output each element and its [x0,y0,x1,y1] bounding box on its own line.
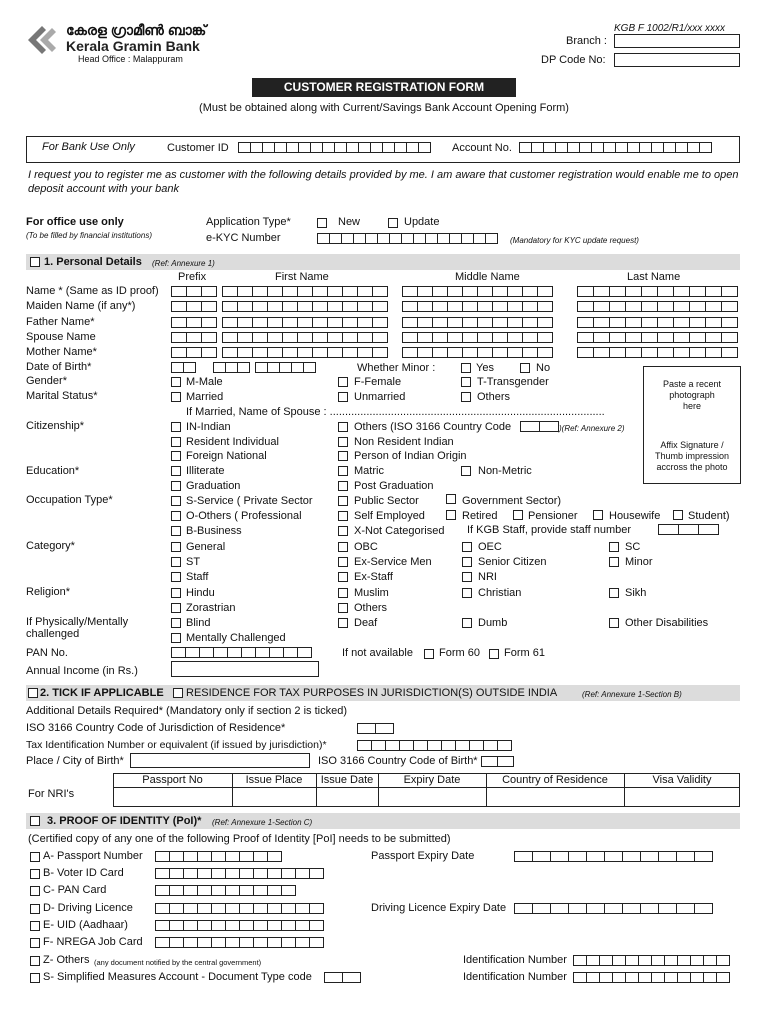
spouse-line: If Married, Name of Spouse : .......................................................................................... [186,406,605,418]
middle-name-field[interactable] [402,317,552,328]
name-row-label: Father Name* [26,316,95,328]
poi-label: B- Voter ID Card [43,867,124,879]
account-no-field[interactable] [519,142,711,153]
cat-oec-checkbox[interactable] [462,542,472,552]
rel-hindu-checkbox[interactable] [171,588,181,598]
cat-exservice-checkbox[interactable] [338,557,348,567]
name-row-label: Name * (Same as ID proof) [26,285,159,297]
phys-deaf-checkbox[interactable] [338,618,348,628]
minor-yes-checkbox[interactable] [461,363,471,373]
z-id-field[interactable] [573,955,729,966]
edu-illiterate: Illiterate [186,465,225,477]
declaration: I request you to register me as customer with the following details provided by me. I am aware that customer registration would enable me to open deposit account with your bank [28,169,739,195]
cit-others-checkbox[interactable] [338,422,348,432]
gender-trans-checkbox[interactable] [461,377,471,387]
z-note: (any document notified by the central government) [94,958,262,967]
poi-number-field[interactable] [155,903,323,914]
occ-s: S-Service ( Private Sector [186,495,313,507]
income-label: Annual Income (in Rs.) [26,665,138,677]
s-id-field[interactable] [573,972,729,983]
phys-mental: Mentally Challenged [186,632,286,644]
occ-s-checkbox[interactable] [171,496,181,506]
cat-sc: SC [625,541,641,553]
occ-govt: Government Sector) [462,495,562,507]
ekyc-field[interactable] [317,233,497,244]
form61: Form 61 [504,647,545,659]
occ-house-checkbox[interactable] [593,510,603,520]
poi-number-field[interactable] [155,920,323,931]
cat-minor: Minor [625,556,653,568]
photo-sign: Affix Signature / Thumb impression accross the photo [654,440,730,472]
dob-year[interactable] [255,362,315,373]
staff-number-field[interactable] [658,524,718,535]
unmarried: Unmarried [354,391,406,403]
bank-name: Kerala Gramin Bank [66,38,200,54]
marital-others: Others [477,391,511,403]
poi-checkbox[interactable] [30,886,40,896]
ekyc-label: e-KYC Number [206,232,281,244]
col-prefix: Prefix [178,271,207,283]
occ-public: Public Sector [354,495,419,507]
cat-st-checkbox[interactable] [171,557,181,567]
occ-self: Self Employed [354,510,425,522]
last-name-field[interactable] [577,286,737,297]
dob-month[interactable] [213,362,249,373]
s-simplified: S- Simplified Measures Account - Document Type code [43,971,312,983]
cit-nri-checkbox[interactable] [338,437,348,447]
section3-ref: (Ref: Annexure 1-Section C) [212,818,313,827]
section2-title: 2. TICK IF APPLICABLE [40,687,164,699]
poi-label: C- PAN Card [43,884,107,896]
poi-number-field[interactable] [155,851,281,862]
form-subtitle: (Must be obtained along with Current/Savings Bank Account Opening Form) [199,102,569,114]
cit-resident: Resident Individual [186,436,279,448]
gender-female: F-Female [354,376,402,388]
customer-id-field[interactable] [238,142,430,153]
pan-field[interactable] [171,647,311,658]
cit-in: IN-Indian [186,421,231,433]
update-label: Update [404,216,440,228]
rel-muslim-checkbox[interactable] [338,588,348,598]
cit-foreign-checkbox[interactable] [171,451,181,461]
poi-number-field[interactable] [155,868,323,879]
rel-sikh-checkbox[interactable] [609,588,619,598]
first-name-field[interactable] [222,332,387,343]
s-simplified-checkbox[interactable] [30,973,40,983]
cit-country-code[interactable] [520,421,558,432]
rel-others: Others [354,602,388,614]
last-name-field[interactable] [577,347,737,358]
rel-muslim: Muslim [354,587,389,599]
section1-title: 1. Personal Details [44,256,142,268]
edu-nonmetric-checkbox[interactable] [461,466,471,476]
section3-checkbox[interactable] [30,816,40,826]
name-row-label: Maiden Name (if any*) [26,300,136,312]
cit-pio: Person of Indian Origin [354,450,467,462]
section3-note: (Certified copy of any one of the following Proof of Identity [PoI] needs to be submitted) [28,833,451,845]
section2-residence-checkbox[interactable] [173,688,183,698]
occ-x-checkbox[interactable] [338,526,348,536]
form60: Form 60 [439,647,480,659]
citizenship-label: Citizenship* [26,420,85,432]
first-name-field[interactable] [222,301,387,312]
poi-checkbox[interactable] [30,904,40,914]
iso-birth-field[interactable] [481,756,513,767]
poi-label: D- Driving Licence [43,902,133,914]
cat-st: ST [186,556,201,568]
rel-others-checkbox[interactable] [338,603,348,613]
edu-illiterate-checkbox[interactable] [171,466,181,476]
occ-x: X-Not Categorised [354,525,445,537]
occ-retired: Retired [462,510,498,522]
occ-govt-checkbox[interactable] [446,494,456,504]
cat-obc-checkbox[interactable] [338,542,348,552]
cat-senior-checkbox[interactable] [462,557,472,567]
name-row-label: Mother Name* [26,346,97,358]
dl-expiry-label: Driving Licence Expiry Date [371,902,507,914]
account-no-label: Account No. [452,142,512,154]
poi-number-field[interactable] [155,885,295,896]
rel-hindu: Hindu [186,587,215,599]
cat-nri-checkbox[interactable] [462,572,472,582]
cat-staff: Staff [186,571,209,583]
tin-label: Tax Identification Number or equivalent (if issued by jurisdiction)* [26,739,327,751]
z-id-label: Identification Number [463,954,567,966]
edu-nonmetric: Non-Metric [478,465,532,477]
middle-name-field[interactable] [402,286,552,297]
application-type-label: Application Type* [206,216,291,228]
cat-oec: OEC [478,541,502,553]
section3-title: 3. PROOF OF IDENTITY (PoI)* [47,815,202,827]
occupation-label: Occupation Type* [26,494,113,506]
iso-res-label: ISO 3166 Country Code of Jurisdiction of Residence* [26,722,286,734]
col-middle: Middle Name [455,271,520,283]
form-code: KGB F 1002/R1/xxx xxxx [614,23,725,34]
phys-blind-checkbox[interactable] [171,618,181,628]
occ-o: O-Others ( Professional [186,510,302,522]
edu-grad-checkbox[interactable] [171,481,181,491]
branch-label: Branch : [566,35,607,47]
poi-label: E- UID (Aadhaar) [43,919,128,931]
place-birth-label: Place / City of Birth* [26,755,124,767]
gender-male-checkbox[interactable] [171,377,181,387]
s-id-label: Identification Number [463,971,567,983]
rel-christian: Christian [478,587,522,599]
edu-matric-checkbox[interactable] [338,466,348,476]
passport-expiry-label: Passport Expiry Date [371,850,475,862]
edu-matric: Matric [354,465,384,477]
minor-no: No [536,362,551,374]
dp-code-label: DP Code No: [541,54,606,66]
prefix-field[interactable] [171,286,216,297]
iso-birth-label: ISO 3166 Country Code of Birth* [318,755,478,767]
last-name-field[interactable] [577,332,737,343]
section2-checkbox[interactable] [28,688,38,698]
occ-student-checkbox[interactable] [673,510,683,520]
married: Married [186,391,224,403]
cat-sc-checkbox[interactable] [609,542,619,552]
form60-checkbox[interactable] [424,649,434,659]
occ-pensioner: Pensioner [528,510,578,522]
cat-minor-checkbox[interactable] [609,557,619,567]
head-office: Head Office : Malappuram [78,54,183,64]
pan-label: PAN No. [26,647,68,659]
cit-nri: Non Resident Indian [354,436,454,448]
poi-checkbox[interactable] [30,869,40,879]
rel-sikh: Sikh [625,587,647,599]
z-others: Z- Others [43,954,90,966]
gender-female-checkbox[interactable] [338,377,348,387]
ekyc-note: (Mandatory for KYC update request) [510,236,639,245]
tin-field[interactable] [357,740,511,751]
cat-general: General [186,541,226,553]
occ-o-checkbox[interactable] [171,511,181,521]
cit-foreign: Foreign National [186,450,267,462]
minor-no-checkbox[interactable] [520,363,530,373]
dl-expiry-field[interactable] [514,903,712,914]
occ-retired-checkbox[interactable] [446,510,456,520]
cat-staff-checkbox[interactable] [171,572,181,582]
for-nri-label: For NRI's [28,788,75,800]
cat-obc: OBC [354,541,378,553]
first-name-field[interactable] [222,286,387,297]
s-doc-code-field[interactable] [324,972,360,983]
education-label: Education* [26,465,80,477]
cat-general-checkbox[interactable] [171,542,181,552]
phys-deaf: Deaf [354,617,378,629]
married-checkbox[interactable] [171,392,181,402]
edu-pg-checkbox[interactable] [338,481,348,491]
rel-zorastrian-checkbox[interactable] [171,603,181,613]
gender-male: M-Male [186,376,223,388]
first-name-field[interactable] [222,347,387,358]
edu-grad: Graduation [186,480,241,492]
nri-col-country: Country of Residence [502,774,608,786]
occ-public-checkbox[interactable] [338,496,348,506]
rel-zorastrian: Zorastrian [186,602,236,614]
last-name-field[interactable] [577,317,737,328]
cit-in-checkbox[interactable] [171,422,181,432]
nri-col-issue-place: Issue Place [245,774,303,786]
prefix-field[interactable] [171,347,216,358]
poi-checkbox[interactable] [30,852,40,862]
marital-others-checkbox[interactable] [461,392,471,402]
rel-christian-checkbox[interactable] [462,588,472,598]
customer-id-label: Customer ID [167,142,229,154]
phys-mental-checkbox[interactable] [171,633,181,643]
gender-label: Gender* [26,375,67,387]
occ-self-checkbox[interactable] [338,511,348,521]
occ-b: B-Business [186,525,242,537]
occ-pensioner-checkbox[interactable] [513,510,523,520]
religion-label: Religion* [26,586,71,598]
phys-dumb-checkbox[interactable] [462,618,472,628]
poi-checkbox[interactable] [30,938,40,948]
marital-label: Marital Status* [26,390,98,402]
phys-other-checkbox[interactable] [609,618,619,628]
cit-pio-checkbox[interactable] [338,451,348,461]
phys-blind: Blind [186,617,211,629]
dob-day[interactable] [171,362,195,373]
occ-house: Housewife [609,510,661,522]
cat-nri: NRI [478,571,497,583]
bank-name-local: കേരള ഗ്രാമീൺ ബാങ്ക് [66,22,207,38]
bank-use-label: For Bank Use Only [42,141,135,153]
section2-title2: RESIDENCE FOR TAX PURPOSES IN JURISDICTION(S) OUTSIDE INDIA [186,687,558,699]
middle-name-field[interactable] [402,347,552,358]
cat-exservice: Ex-Service Men [354,556,432,568]
new-checkbox[interactable] [317,218,327,228]
additional-details: Additional Details Required* (Mandatory only if section 2 is ticked) [26,705,347,717]
occ-student: Student) [688,510,730,522]
poi-label: A- Passport Number [43,850,143,862]
first-name-field[interactable] [222,317,387,328]
gender-trans: T-Transgender [477,376,549,388]
pan-na: If not available [342,647,413,659]
nri-col-passport: Passport No [142,774,203,786]
nri-col-expiry-date: Expiry Date [403,774,461,786]
z-others-checkbox[interactable] [30,956,40,966]
col-last: Last Name [627,271,681,283]
cat-senior: Senior Citizen [478,556,547,568]
dp-code-field[interactable] [614,53,740,67]
occ-staff: If KGB Staff, provide staff number [467,524,632,536]
prefix-field[interactable] [171,301,216,312]
cit-others: Others (ISO 3166 Country Code [354,421,512,433]
iso-res-field[interactable] [357,723,393,734]
prefix-field[interactable] [171,332,216,343]
minor-label: Whether Minor : [357,362,436,374]
cit-ref: )(Ref: Annexure 2) [559,424,625,433]
phys-other: Other Disabilities [625,617,709,629]
last-name-field[interactable] [577,301,737,312]
minor-yes: Yes [476,362,494,374]
logo-icon [24,22,64,58]
phys-dumb: Dumb [478,617,508,629]
edu-pg: Post Graduation [354,480,434,492]
name-row-label: Spouse Name [26,331,96,343]
section1-ref: (Ref: Annexure 1) [152,259,215,268]
occ-b-checkbox[interactable] [171,526,181,536]
cat-exstaff: Ex-Staff [354,571,393,583]
phys-label: If Physically/Mentally challenged [26,616,129,640]
cit-resident-checkbox[interactable] [171,437,181,447]
form61-checkbox[interactable] [489,649,499,659]
middle-name-field[interactable] [402,301,552,312]
cat-exstaff-checkbox[interactable] [338,572,348,582]
unmarried-checkbox[interactable] [338,392,348,402]
poi-number-field[interactable] [155,937,323,948]
poi-label: F- NREGA Job Card [43,936,143,948]
section2-ref: (Ref: Annexure 1-Section B) [582,690,682,699]
income-field[interactable] [171,661,319,677]
category-label: Category* [26,540,75,552]
office-use-label: For office use only [26,216,124,228]
prefix-field[interactable] [171,317,216,328]
poi-checkbox[interactable] [30,921,40,931]
form-title: CUSTOMER REGISTRATION FORM [252,78,516,97]
section1-checkbox[interactable] [30,257,40,267]
new-label: New [338,216,361,228]
place-birth-field[interactable] [130,753,310,768]
col-first: First Name [275,271,329,283]
photo-text: Paste a recent photograph here [662,379,722,411]
office-use-note: (To be filled by financial institutions) [26,231,152,240]
bank-logo [24,22,64,58]
update-checkbox[interactable] [388,218,398,228]
branch-field[interactable] [614,34,740,48]
dob-label: Date of Birth* [26,361,92,373]
middle-name-field[interactable] [402,332,552,343]
nri-col-issue-date: Issue Date [320,774,374,786]
nri-col-visa: Visa Validity [652,774,712,786]
passport-expiry-field[interactable] [514,851,712,862]
